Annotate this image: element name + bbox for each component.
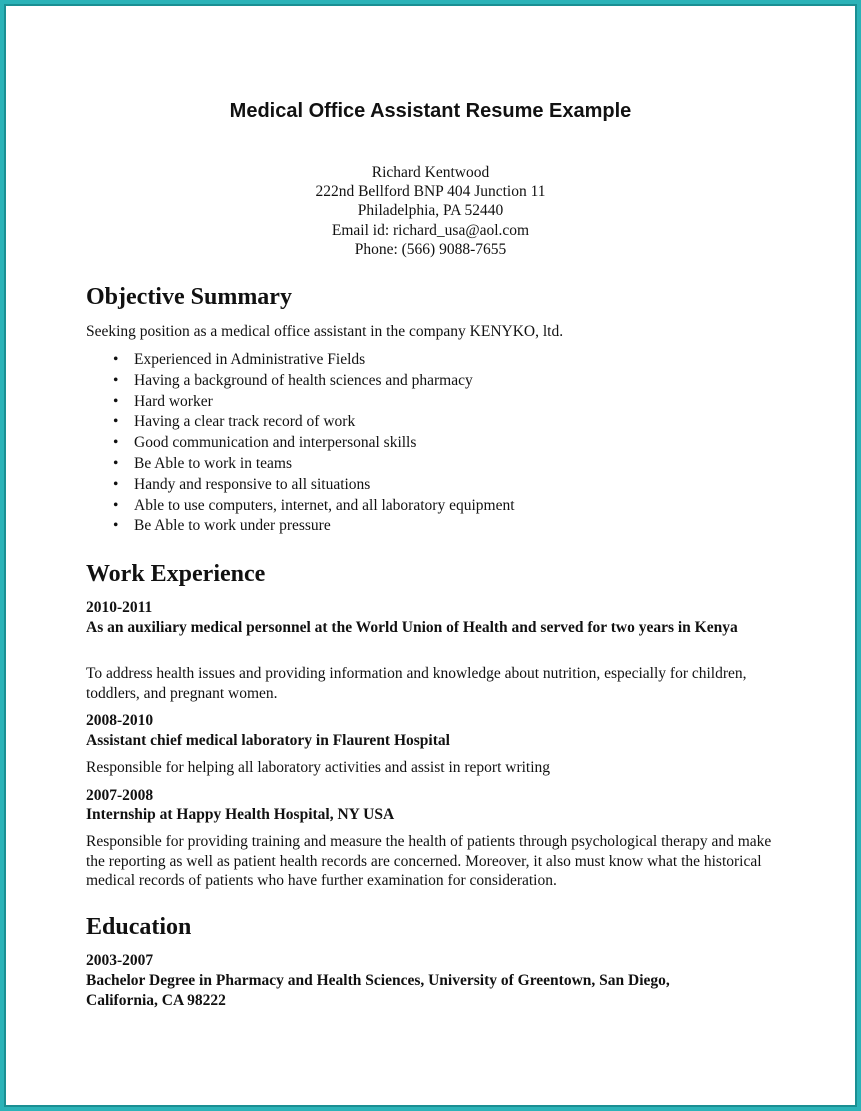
job-title: Assistant chief medical laboratory in Flaurent Hospital — [86, 732, 450, 749]
bullet-icon: • — [113, 517, 119, 535]
bullet-icon: • — [113, 392, 119, 410]
list-item-text: Having a clear track record of work — [134, 413, 356, 431]
contact-name: Richard Kentwood — [371, 164, 490, 181]
contact-city: Philadelphia, PA 52440 — [357, 202, 504, 220]
list-item — [86, 516, 515, 537]
list-item — [86, 454, 515, 475]
list-item — [86, 412, 515, 433]
list-item — [86, 433, 515, 454]
contact-email: Email id: richard_usa@aol.com — [331, 221, 530, 239]
contact-block — [0, 163, 861, 259]
objective-intro: Seeking position as a medical office assistant in the company KENYKO, ltd. — [86, 323, 564, 340]
job-title: As an auxiliary medical personnel at the World Union of Health and served for two years in Kenya — [86, 619, 738, 636]
list-item-text: Hard worker — [134, 392, 213, 410]
list-item — [86, 392, 515, 413]
document-title: Medical Office Assistant Resume Example — [229, 100, 632, 122]
list-item — [86, 496, 515, 517]
list-item — [86, 475, 515, 496]
list-item-text: Be Able to work in teams — [134, 454, 292, 472]
bullet-icon: • — [113, 434, 119, 452]
bullet-icon: • — [113, 496, 119, 514]
job-description: Responsible for providing training and measure the health of patients through psychological therapy and make the reporting as well as patient health records are concerned. Moreover, it also must know what the historical medical records of patients who have further examination for consideration. — [86, 833, 772, 890]
job-description: To address health issues and providing information and knowledge about nutrition, especially for children, toddlers, and pregnant women. — [86, 665, 747, 702]
job-years: 2010-2011 — [86, 599, 153, 616]
list-item-text: Be Able to work under pressure — [134, 517, 331, 535]
list-item — [86, 350, 515, 371]
list-item-text: Having a background of health sciences and pharmacy — [134, 371, 473, 389]
list-item-text: Handy and responsive to all situations — [134, 475, 371, 493]
job-description: Responsible for helping all laboratory activities and assist in report writing — [86, 759, 551, 776]
list-item-text: Able to use computers, internet, and all laboratory equipment — [134, 496, 515, 514]
job-title: Internship at Happy Health Hospital, NY USA — [86, 806, 395, 823]
list-item-text: Good communication and interpersonal skills — [134, 434, 417, 452]
bullet-icon: • — [113, 475, 119, 493]
list-item — [86, 371, 515, 392]
bullet-icon: • — [113, 371, 119, 389]
education-heading: Education — [86, 914, 192, 940]
list-item-text: Experienced in Administrative Fields — [134, 351, 366, 368]
bullet-icon: • — [113, 413, 119, 431]
job-years: 2008-2010 — [86, 712, 154, 729]
bullet-icon: • — [113, 351, 119, 368]
skills-list — [86, 350, 515, 537]
contact-phone: Phone: (566) 9088-7655 — [354, 240, 507, 258]
job-years: 2007-2008 — [86, 787, 154, 804]
education-degree: Bachelor Degree in Pharmacy and Health Sciences, University of Greentown, San Diego, California, CA 98222 — [86, 972, 670, 1009]
objective-heading: Objective Summary — [86, 284, 292, 310]
contact-address: 222nd Bellford BNP 404 Junction 11 — [315, 183, 546, 201]
work-heading: Work Experience — [86, 561, 266, 587]
bullet-icon: • — [113, 454, 119, 472]
education-years: 2003-2007 — [86, 952, 154, 969]
